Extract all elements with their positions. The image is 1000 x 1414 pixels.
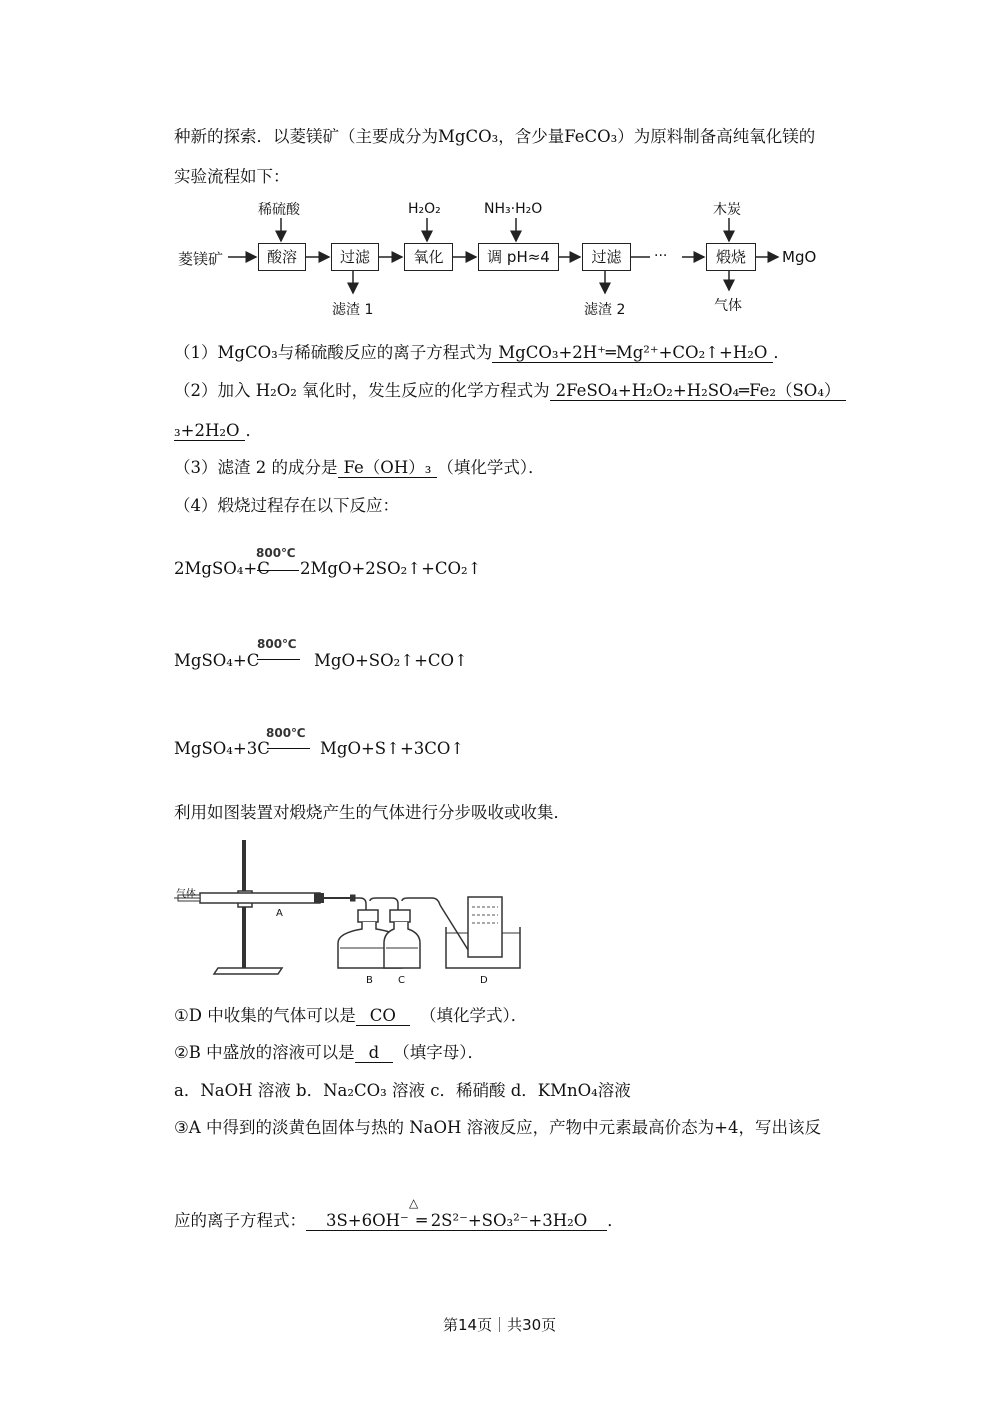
- flow-ellipsis: ···: [654, 248, 668, 264]
- q1-suffix: ．: [773, 343, 790, 362]
- flowchart-arrows: [0, 0, 1000, 330]
- step-filter-1: 过滤: [331, 243, 379, 271]
- question-1: [174, 343, 790, 363]
- apparatus-label-c: C: [398, 975, 405, 986]
- equation-1-condition: 800℃: [256, 546, 296, 560]
- sub3b-right: 2S²⁻+SO₃²⁻+3H₂O: [429, 1211, 608, 1231]
- answer-options: a．NaOH 溶液 b．Na₂CO₃ 溶液 c．稀硝酸 d．KMnO₄溶液: [174, 1081, 631, 1100]
- sub3b-prefix: 应的离子方程式：: [174, 1211, 306, 1230]
- process-flowchart: [0, 0, 1000, 330]
- equation-3-condition: 800℃: [266, 726, 306, 740]
- step-calcine: 煅烧: [706, 243, 756, 271]
- equation-1-left: 2MgSO₄+C: [174, 559, 270, 578]
- sub2-prefix: ②B 中盛放的溶液可以是: [174, 1043, 355, 1062]
- apparatus-label-d: D: [480, 975, 488, 986]
- sub-question-2: [174, 1043, 484, 1063]
- equation-1-bar: [257, 570, 299, 571]
- q3-answer: Fe（OH）₃: [338, 458, 438, 478]
- q1-answer: MgCO₃+2H⁺═Mg²⁺+CO₂↑+H₂O: [492, 343, 773, 363]
- q3-suffix: （填化学式）．: [437, 458, 545, 477]
- apparatus-drawing: [170, 835, 530, 995]
- step-filter-2: 过滤: [582, 243, 631, 271]
- equation-3-left: MgSO₄+3C: [174, 739, 270, 758]
- sub3b-left: 3S+6OH⁻: [306, 1211, 415, 1231]
- intro-line-2: 实验流程如下：: [174, 167, 290, 186]
- q2-answer-part-1: 2FeSO₄+H₂O₂+H₂SO₄═Fe₂（SO₄）: [550, 381, 847, 401]
- reagent-acid: 稀硫酸: [258, 202, 300, 218]
- product-label: MgO: [782, 248, 817, 266]
- equation-1-right: 2MgO+2SO₂↑+CO₂↑: [300, 559, 482, 578]
- apparatus-label-b: B: [366, 975, 373, 986]
- sub-question-1: [174, 1006, 527, 1026]
- question-2-continued: [174, 421, 262, 441]
- sub1-suffix: （填化学式）．: [419, 1006, 528, 1025]
- equation-2-bar: [257, 659, 300, 660]
- apparatus-description: 利用如图装置对煅烧产生的气体进行分步吸收或收集．: [174, 803, 570, 822]
- sub-question-3-equation: [174, 1211, 624, 1231]
- residue-2-label: 滤渣 2: [584, 302, 626, 318]
- reagent-oxidant: H₂O₂: [408, 201, 441, 217]
- question-3: [174, 458, 545, 478]
- q2-prefix: （2）加入 H₂O₂ 氧化时，发生反应的化学方程式为: [174, 381, 550, 400]
- page-footer: 第14页｜共30页: [443, 1316, 557, 1334]
- question-4: （4）煅烧过程存在以下反应：: [174, 496, 399, 515]
- sub1-answer: CO: [356, 1006, 410, 1026]
- sub2-answer: d: [355, 1043, 394, 1063]
- equation-2-left: MgSO₄+C: [174, 651, 260, 670]
- input-label: 菱镁矿: [178, 250, 224, 268]
- step-oxidize: 氧化: [404, 243, 453, 271]
- reagent-base: NH₃·H₂O: [484, 201, 543, 217]
- question-2: [174, 381, 846, 401]
- equation-3-bar: [267, 748, 310, 749]
- sub3b-equals: ═: [416, 1211, 427, 1230]
- equation-2-condition: 800℃: [257, 637, 297, 651]
- q2-suffix: ．: [245, 421, 262, 440]
- q2-answer-part-2: ₃+2H₂O: [174, 421, 245, 441]
- reagent-carbon: 木炭: [713, 202, 741, 218]
- q1-prefix: （1）MgCO₃与稀硫酸反应的离子方程式为: [174, 343, 493, 362]
- apparatus-diagram: [170, 835, 530, 995]
- equation-3-right: MgO+S↑+3CO↑: [320, 739, 465, 758]
- equation-2-right: MgO+SO₂↑+CO↑: [314, 651, 468, 670]
- q3-prefix: （3）滤渣 2 的成分是: [174, 458, 338, 477]
- apparatus-gas-label: 气体: [176, 889, 196, 900]
- step-adjust-ph: 调 pH≈4: [478, 243, 559, 271]
- step-acid-dissolve: 酸溶: [258, 243, 306, 271]
- residue-1-label: 滤渣 1: [332, 302, 374, 318]
- sub2-suffix: （填字母）．: [393, 1043, 484, 1062]
- sub3b-suffix: ．: [607, 1211, 624, 1230]
- intro-line-1: 种新的探索．以菱镁矿（主要成分为MgCO₃，含少量FeCO₃）为原料制备高纯氧化镁的: [174, 127, 816, 146]
- sub3b-condition: △: [409, 1196, 419, 1210]
- sub1-prefix: ①D 中收集的气体可以是: [174, 1006, 356, 1025]
- sub-question-3: ③A 中得到的淡黄色固体与热的 NaOH 溶液反应，产物中元素最高价态为+4，写出该反: [174, 1118, 821, 1137]
- gas-label: 气体: [714, 298, 742, 314]
- apparatus-label-a: A: [276, 908, 283, 919]
